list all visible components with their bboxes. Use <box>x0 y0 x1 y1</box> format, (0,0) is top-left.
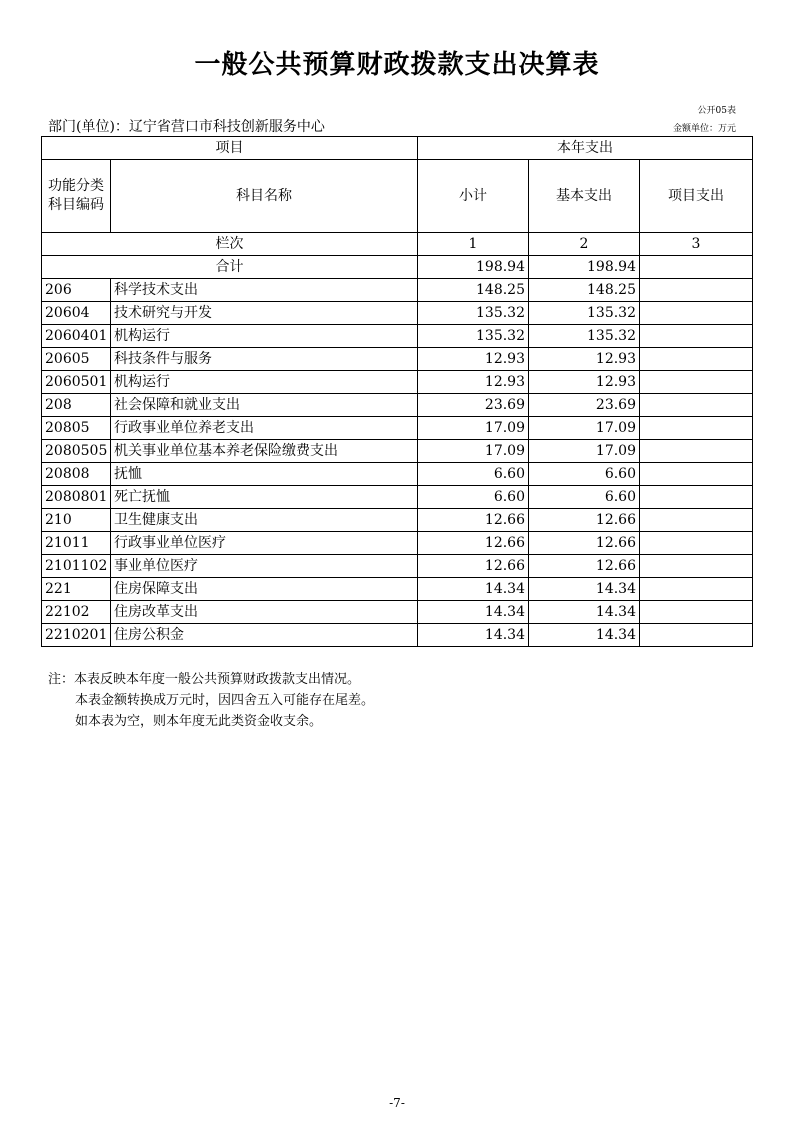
row-code: 206 <box>42 279 111 302</box>
row-code: 22102 <box>42 601 111 624</box>
header-code: 功能分类科目编码 <box>42 160 111 233</box>
row-basic: 17.09 <box>529 417 640 440</box>
row-name: 住房改革支出 <box>111 601 418 624</box>
row-code: 20604 <box>42 302 111 325</box>
table-row <box>42 440 753 463</box>
row-name: 科技条件与服务 <box>111 348 418 371</box>
row-code: 20808 <box>42 463 111 486</box>
row-project <box>640 348 753 371</box>
row-basic: 17.09 <box>529 440 640 463</box>
row-project <box>640 302 753 325</box>
row-code: 21011 <box>42 532 111 555</box>
amount-unit-label: 金额单位：万元 <box>672 124 736 134</box>
header-project: 项目 <box>42 137 418 160</box>
row-code: 2060501 <box>42 371 111 394</box>
table-row <box>42 578 753 601</box>
table-row <box>42 463 753 486</box>
total-basic: 198.94 <box>529 256 640 279</box>
row-code: 20805 <box>42 417 111 440</box>
row-project <box>640 578 753 601</box>
column-number-label: 栏次 <box>42 233 418 256</box>
table-row <box>42 348 753 371</box>
page-title: 一般公共预算财政拨款支出决算表 <box>194 50 600 80</box>
row-basic: 12.66 <box>529 509 640 532</box>
row-subtotal: 17.09 <box>418 440 529 463</box>
row-subtotal: 135.32 <box>418 325 529 348</box>
table-row <box>42 371 753 394</box>
row-subtotal: 14.34 <box>418 578 529 601</box>
row-subtotal: 135.32 <box>418 302 529 325</box>
header-row-2 <box>42 160 753 233</box>
row-name: 卫生健康支出 <box>111 509 418 532</box>
row-basic: 148.25 <box>529 279 640 302</box>
expenditure-table <box>41 136 753 647</box>
header-name: 科目名称 <box>111 160 418 233</box>
row-project <box>640 394 753 417</box>
column-number-row <box>42 233 753 256</box>
row-code: 2210201 <box>42 624 111 647</box>
row-code: 2080801 <box>42 486 111 509</box>
total-label: 合计 <box>42 256 418 279</box>
row-basic: 12.66 <box>529 555 640 578</box>
row-basic: 12.66 <box>529 532 640 555</box>
row-name: 机构运行 <box>111 371 418 394</box>
column-number-3: 3 <box>640 233 753 256</box>
row-subtotal: 6.60 <box>418 486 529 509</box>
row-subtotal: 148.25 <box>418 279 529 302</box>
row-subtotal: 12.66 <box>418 509 529 532</box>
page-number: -7- <box>389 1096 405 1110</box>
row-subtotal: 14.34 <box>418 601 529 624</box>
row-project <box>640 463 753 486</box>
row-basic: 6.60 <box>529 486 640 509</box>
header-project-expense: 项目支出 <box>640 160 753 233</box>
row-basic: 14.34 <box>529 624 640 647</box>
row-subtotal: 12.66 <box>418 532 529 555</box>
row-code: 2080505 <box>42 440 111 463</box>
row-code: 221 <box>42 578 111 601</box>
row-subtotal: 23.69 <box>418 394 529 417</box>
row-subtotal: 14.34 <box>418 624 529 647</box>
header-subtotal: 小计 <box>418 160 529 233</box>
row-name: 机关事业单位基本养老保险缴费支出 <box>111 440 418 463</box>
row-project <box>640 601 753 624</box>
row-basic: 14.34 <box>529 578 640 601</box>
header-basic: 基本支出 <box>529 160 640 233</box>
row-project <box>640 624 753 647</box>
row-name: 机构运行 <box>111 325 418 348</box>
note-line: 注：本表反映本年度一般公共预算财政拨款支出情况。 <box>48 672 361 687</box>
row-basic: 12.93 <box>529 348 640 371</box>
row-name: 事业单位医疗 <box>111 555 418 578</box>
row-name: 行政事业单位养老支出 <box>111 417 418 440</box>
table-row <box>42 486 753 509</box>
table-row <box>42 394 753 417</box>
form-number: 公开05表 <box>697 106 736 116</box>
note-line: 如本表为空，则本年度无此类资金收支余。 <box>75 714 323 729</box>
row-project <box>640 371 753 394</box>
row-code: 2101102 <box>42 555 111 578</box>
row-code: 208 <box>42 394 111 417</box>
row-name: 行政事业单位医疗 <box>111 532 418 555</box>
table-row <box>42 279 753 302</box>
header-current-year: 本年支出 <box>418 137 753 160</box>
total-subtotal: 198.94 <box>418 256 529 279</box>
row-name: 技术研究与开发 <box>111 302 418 325</box>
row-basic: 14.34 <box>529 601 640 624</box>
column-number-2: 2 <box>529 233 640 256</box>
row-project <box>640 532 753 555</box>
row-basic: 6.60 <box>529 463 640 486</box>
row-subtotal: 12.66 <box>418 555 529 578</box>
department-label: 部门(单位)：辽宁省营口市科技创新服务中心 <box>48 119 325 135</box>
notes <box>48 669 374 732</box>
row-code: 2060401 <box>42 325 111 348</box>
table-row <box>42 624 753 647</box>
row-subtotal: 12.93 <box>418 348 529 371</box>
note-line: 本表金额转换成万元时，因四舍五入可能存在尾差。 <box>75 693 375 708</box>
row-project <box>640 279 753 302</box>
row-project <box>640 486 753 509</box>
column-number-1: 1 <box>418 233 529 256</box>
row-project <box>640 417 753 440</box>
total-project <box>640 256 753 279</box>
row-code: 20605 <box>42 348 111 371</box>
row-subtotal: 6.60 <box>418 463 529 486</box>
table-row <box>42 532 753 555</box>
table-row <box>42 325 753 348</box>
row-name: 社会保障和就业支出 <box>111 394 418 417</box>
row-name: 住房公积金 <box>111 624 418 647</box>
row-subtotal: 12.93 <box>418 371 529 394</box>
row-name: 死亡抚恤 <box>111 486 418 509</box>
table-row <box>42 417 753 440</box>
header-row-1 <box>42 137 753 160</box>
total-row <box>42 256 753 279</box>
row-project <box>640 440 753 463</box>
row-basic: 135.32 <box>529 302 640 325</box>
row-project <box>640 509 753 532</box>
row-subtotal: 17.09 <box>418 417 529 440</box>
row-basic: 12.93 <box>529 371 640 394</box>
table-row <box>42 555 753 578</box>
row-project <box>640 555 753 578</box>
row-name: 科学技术支出 <box>111 279 418 302</box>
table-row <box>42 302 753 325</box>
row-project <box>640 325 753 348</box>
row-code: 210 <box>42 509 111 532</box>
row-name: 住房保障支出 <box>111 578 418 601</box>
table-row <box>42 509 753 532</box>
table-row <box>42 601 753 624</box>
row-name: 抚恤 <box>111 463 418 486</box>
row-basic: 135.32 <box>529 325 640 348</box>
row-basic: 23.69 <box>529 394 640 417</box>
